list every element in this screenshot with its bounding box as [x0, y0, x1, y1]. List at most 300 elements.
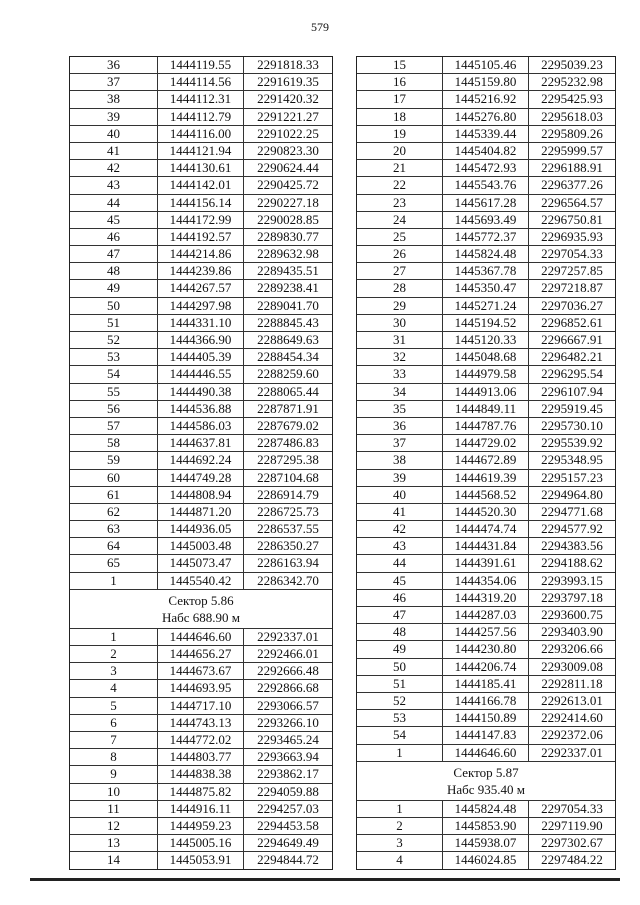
y-coordinate: 2294649.49	[257, 835, 319, 851]
point-number: 55	[70, 384, 158, 400]
y-coordinate: 2297054.33	[541, 800, 603, 816]
x-coordinate: 1444749.28	[158, 470, 244, 486]
table-row	[357, 745, 615, 762]
point-number: 41	[70, 143, 158, 159]
y-coordinate: 2292811.18	[541, 675, 603, 691]
x-coordinate: 1444172.99	[158, 212, 244, 228]
x-coordinate: 1445216.92	[443, 91, 529, 107]
table-row	[70, 366, 332, 383]
x-coordinate: 1444267.57	[158, 280, 244, 296]
y-coordinate: 2286914.79	[257, 486, 319, 502]
y-coordinate: 2292414.60	[541, 710, 603, 726]
x-coordinate: 1445404.82	[443, 143, 529, 159]
x-coordinate: 1444875.82	[158, 784, 244, 800]
point-number: 1	[357, 745, 443, 761]
y-coordinate: 2296188.91	[541, 160, 603, 176]
table-row	[70, 680, 332, 697]
table-row	[70, 126, 332, 143]
y-coordinate: 2295809.26	[541, 125, 603, 141]
y-coordinate: 2292666.48	[257, 663, 319, 679]
x-coordinate: 1444121.94	[158, 143, 244, 159]
y-coordinate: 2287871.91	[257, 400, 319, 416]
point-number: 26	[357, 246, 443, 262]
x-coordinate: 1445472.93	[443, 160, 529, 176]
x-coordinate: 1445005.16	[158, 835, 244, 851]
x-coordinate: 1444446.55	[158, 366, 244, 382]
point-number: 30	[357, 315, 443, 331]
point-number: 48	[70, 263, 158, 279]
y-coordinate: 2286537.55	[257, 521, 319, 537]
y-coordinate: 2291619.35	[257, 74, 319, 90]
right-coordinate-table	[356, 56, 616, 870]
point-number: 33	[357, 366, 443, 382]
y-coordinate: 2295232.98	[541, 74, 603, 90]
y-coordinate: 2295999.57	[541, 142, 603, 158]
point-number: 6	[70, 715, 158, 731]
y-coordinate: 2286725.73	[257, 503, 319, 519]
y-coordinate: 2297484.22	[541, 852, 603, 868]
y-coordinate: 2292866.68	[257, 680, 319, 696]
x-coordinate: 1444787.76	[443, 418, 529, 434]
y-coordinate: 2293663.94	[257, 749, 319, 765]
table-row	[70, 263, 332, 280]
x-coordinate: 1445271.24	[443, 298, 529, 314]
point-number: 40	[70, 126, 158, 142]
table-row	[70, 229, 332, 246]
table-row	[357, 366, 615, 383]
y-coordinate: 2292613.01	[541, 692, 603, 708]
x-coordinate: 1445350.47	[443, 280, 529, 296]
point-number: 38	[357, 452, 443, 468]
table-row	[357, 177, 615, 194]
table-row	[70, 784, 332, 801]
y-coordinate: 2288259.60	[257, 366, 319, 382]
table-row	[70, 349, 332, 366]
x-coordinate: 1444116.00	[158, 126, 244, 142]
point-number: 31	[357, 332, 443, 348]
table-row	[357, 435, 615, 452]
x-coordinate: 1444646.60	[443, 745, 529, 761]
x-coordinate: 1444729.02	[443, 435, 529, 451]
point-number: 7	[70, 732, 158, 748]
point-number: 37	[357, 435, 443, 451]
x-coordinate: 1445693.49	[443, 212, 529, 228]
x-coordinate: 1444147.83	[443, 727, 529, 743]
table-row	[357, 418, 615, 435]
point-number: 5	[70, 698, 158, 714]
y-coordinate: 2295425.93	[541, 91, 603, 107]
x-coordinate: 1444871.20	[158, 504, 244, 520]
table-row	[357, 659, 615, 676]
point-number: 3	[357, 835, 443, 851]
table-row	[70, 663, 332, 680]
table-row	[357, 246, 615, 263]
x-coordinate: 1444287.03	[443, 607, 529, 623]
x-coordinate: 1444156.14	[158, 195, 244, 211]
x-coordinate: 1444119.55	[158, 57, 244, 73]
x-coordinate: 1444936.05	[158, 521, 244, 537]
point-number: 2	[357, 818, 443, 834]
point-number: 8	[70, 749, 158, 765]
point-number: 35	[357, 401, 443, 417]
y-coordinate: 2290425.72	[257, 177, 319, 193]
point-number: 43	[70, 177, 158, 193]
point-number: 51	[70, 315, 158, 331]
point-number: 38	[70, 91, 158, 107]
y-coordinate: 2288065.44	[257, 383, 319, 399]
point-number: 46	[357, 590, 443, 606]
x-coordinate: 1444230.80	[443, 641, 529, 657]
table-row	[70, 246, 332, 263]
x-coordinate: 1444717.10	[158, 698, 244, 714]
table-row	[357, 143, 615, 160]
y-coordinate: 2293465.24	[257, 731, 319, 747]
y-coordinate: 2289632.98	[257, 246, 319, 262]
y-coordinate: 2286350.27	[257, 538, 319, 554]
point-number: 19	[357, 126, 443, 142]
y-coordinate: 2294059.88	[257, 783, 319, 799]
table-row	[357, 573, 615, 590]
y-coordinate: 2287679.02	[257, 417, 319, 433]
table-row	[357, 818, 615, 835]
x-coordinate: 1444637.81	[158, 435, 244, 451]
x-coordinate: 1444672.89	[443, 452, 529, 468]
table-row	[357, 590, 615, 607]
x-coordinate: 1445824.48	[443, 246, 529, 262]
point-number: 18	[357, 109, 443, 125]
table-row	[357, 332, 615, 349]
x-coordinate: 1445772.37	[443, 229, 529, 245]
table-row	[357, 641, 615, 658]
point-number: 50	[357, 659, 443, 675]
table-row	[70, 555, 332, 572]
table-row	[357, 504, 615, 521]
table-row	[70, 280, 332, 297]
y-coordinate: 2293600.75	[541, 607, 603, 622]
x-coordinate: 1444520.30	[443, 504, 529, 520]
point-number: 47	[357, 607, 443, 623]
x-coordinate: 1444112.79	[158, 109, 244, 125]
table-row	[357, 801, 615, 818]
point-number: 15	[357, 57, 443, 73]
table-row	[70, 698, 332, 715]
table-row	[357, 384, 615, 401]
point-number: 44	[357, 555, 443, 571]
table-row	[70, 143, 332, 160]
point-number: 49	[70, 280, 158, 296]
x-coordinate: 1445617.28	[443, 195, 529, 211]
point-number: 17	[357, 91, 443, 107]
y-coordinate: 2289238.41	[257, 280, 319, 296]
point-number: 28	[357, 280, 443, 296]
point-number: 53	[70, 349, 158, 365]
point-number: 46	[70, 229, 158, 245]
table-row	[357, 298, 615, 315]
point-number: 2	[70, 646, 158, 662]
table-row	[357, 212, 615, 229]
x-coordinate: 1444916.11	[158, 801, 244, 817]
table-row	[70, 401, 332, 418]
x-coordinate: 1444913.06	[443, 384, 529, 400]
x-coordinate: 1444405.39	[158, 349, 244, 365]
y-coordinate: 2292337.01	[541, 744, 603, 760]
table-row	[357, 57, 615, 74]
table-row	[357, 727, 615, 744]
point-number: 40	[357, 487, 443, 503]
y-coordinate: 2297119.90	[541, 817, 603, 833]
x-coordinate: 1444646.60	[158, 629, 244, 645]
x-coordinate: 1446024.85	[443, 852, 529, 869]
table-row	[357, 74, 615, 91]
x-coordinate: 1444114.56	[158, 74, 244, 90]
table-row	[70, 749, 332, 766]
point-number: 45	[357, 573, 443, 589]
table-row	[70, 384, 332, 401]
table-row	[70, 91, 332, 108]
y-coordinate: 2295919.45	[541, 400, 603, 416]
x-coordinate: 1445543.76	[443, 177, 529, 193]
table-row	[357, 470, 615, 487]
table-row	[70, 74, 332, 91]
y-coordinate: 2297036.27	[541, 297, 603, 313]
y-coordinate: 2296564.57	[541, 194, 603, 210]
x-coordinate: 1444586.03	[158, 418, 244, 434]
x-coordinate: 1444185.41	[443, 676, 529, 692]
x-coordinate: 1444849.11	[443, 401, 529, 417]
table-row	[357, 487, 615, 504]
x-coordinate: 1444838.38	[158, 766, 244, 782]
x-coordinate: 1444239.86	[158, 263, 244, 279]
x-coordinate: 1445276.80	[443, 109, 529, 125]
point-number: 27	[357, 263, 443, 279]
x-coordinate: 1445048.68	[443, 349, 529, 365]
x-coordinate: 1444297.98	[158, 298, 244, 314]
x-coordinate: 1444692.24	[158, 452, 244, 468]
y-coordinate: 2296750.81	[541, 211, 603, 227]
table-row	[357, 349, 615, 366]
table-row	[357, 710, 615, 727]
x-coordinate: 1444568.52	[443, 487, 529, 503]
y-coordinate: 2290823.30	[257, 142, 319, 158]
y-coordinate: 2297218.87	[541, 280, 603, 296]
x-coordinate: 1445540.42	[158, 573, 244, 589]
point-number: 39	[357, 470, 443, 486]
point-number: 23	[357, 195, 443, 211]
table-row	[357, 401, 615, 418]
table-row	[70, 629, 332, 646]
y-coordinate: 2295157.23	[541, 469, 603, 485]
y-coordinate: 2295539.92	[541, 435, 603, 451]
point-number: 20	[357, 143, 443, 159]
y-coordinate: 2289041.70	[257, 297, 319, 313]
point-number: 32	[357, 349, 443, 365]
point-number: 10	[70, 784, 158, 800]
sector-subtitle: Набс 688.90 м	[161, 609, 241, 625]
point-number: 37	[70, 74, 158, 90]
y-coordinate: 2293266.10	[257, 714, 319, 730]
y-coordinate: 2294383.56	[541, 538, 603, 554]
y-coordinate: 2287295.38	[257, 452, 319, 468]
table-row	[70, 212, 332, 229]
y-coordinate: 2297054.33	[541, 246, 603, 262]
table-row	[357, 160, 615, 177]
table-row	[357, 91, 615, 108]
table-row	[70, 852, 332, 869]
point-number: 29	[357, 298, 443, 314]
table-row	[70, 435, 332, 452]
table-row	[357, 315, 615, 332]
point-number: 43	[357, 538, 443, 554]
point-number: 41	[357, 504, 443, 520]
point-number: 22	[357, 177, 443, 193]
x-coordinate: 1445003.48	[158, 538, 244, 554]
x-coordinate: 1444257.56	[443, 624, 529, 640]
table-row	[70, 818, 332, 835]
point-number: 48	[357, 624, 443, 640]
point-number: 9	[70, 766, 158, 782]
table-row	[70, 766, 332, 783]
point-number: 58	[70, 435, 158, 451]
table-row	[70, 418, 332, 435]
x-coordinate: 1444772.02	[158, 732, 244, 748]
table-row	[357, 607, 615, 624]
x-coordinate: 1444803.77	[158, 749, 244, 765]
table-row	[357, 538, 615, 555]
x-coordinate: 1444391.61	[443, 555, 529, 571]
sector-header	[70, 590, 332, 629]
y-coordinate: 2294453.58	[257, 817, 319, 833]
table-row	[70, 801, 332, 818]
y-coordinate: 2288649.63	[257, 332, 319, 347]
x-coordinate: 1445194.52	[443, 315, 529, 331]
y-coordinate: 2294771.68	[541, 503, 603, 519]
y-coordinate: 2296935.93	[541, 228, 603, 244]
table-row	[70, 487, 332, 504]
table-row	[357, 555, 615, 572]
x-coordinate: 1444743.13	[158, 715, 244, 731]
x-coordinate: 1444206.74	[443, 659, 529, 675]
point-number: 39	[70, 109, 158, 125]
table-row	[357, 229, 615, 246]
y-coordinate: 2291818.33	[257, 57, 319, 72]
x-coordinate: 1444619.39	[443, 470, 529, 486]
table-row	[70, 646, 332, 663]
table-row	[357, 452, 615, 469]
x-coordinate: 1445824.48	[443, 801, 529, 817]
x-coordinate: 1445938.07	[443, 835, 529, 851]
bottom-rule	[30, 878, 620, 881]
y-coordinate: 2297257.85	[541, 263, 603, 279]
table-row	[357, 676, 615, 693]
y-coordinate: 2296482.21	[541, 349, 603, 365]
sector-header	[357, 762, 615, 801]
table-row	[70, 521, 332, 538]
point-number: 52	[70, 332, 158, 348]
x-coordinate: 1445073.47	[158, 555, 244, 571]
table-row	[357, 126, 615, 143]
point-number: 42	[357, 521, 443, 537]
table-row	[70, 504, 332, 521]
y-coordinate: 2296377.26	[541, 177, 603, 193]
x-coordinate: 1444214.86	[158, 246, 244, 262]
y-coordinate: 2293993.15	[541, 572, 603, 588]
y-coordinate: 2295730.10	[541, 417, 603, 433]
x-coordinate: 1444656.27	[158, 646, 244, 662]
y-coordinate: 2293009.08	[541, 658, 603, 674]
y-coordinate: 2297302.67	[541, 835, 603, 851]
table-row	[357, 109, 615, 126]
point-number: 60	[70, 470, 158, 486]
x-coordinate: 1444431.84	[443, 538, 529, 554]
y-coordinate: 2286342.70	[257, 572, 319, 588]
y-coordinate: 2296107.94	[541, 383, 603, 399]
y-coordinate: 2292337.01	[257, 628, 319, 644]
table-row	[70, 195, 332, 212]
table-row	[70, 538, 332, 555]
table-row	[357, 263, 615, 280]
table-row	[357, 280, 615, 297]
y-coordinate: 2292372.06	[541, 727, 603, 743]
x-coordinate: 1444319.20	[443, 590, 529, 606]
y-coordinate: 2290624.44	[257, 160, 319, 176]
y-coordinate: 2296667.91	[541, 332, 603, 347]
y-coordinate: 2290028.85	[257, 211, 319, 227]
y-coordinate: 2289435.51	[257, 263, 319, 279]
y-coordinate: 2294964.80	[541, 486, 603, 502]
table-row	[357, 835, 615, 852]
x-coordinate: 1444536.88	[158, 401, 244, 417]
y-coordinate: 2293066.57	[257, 697, 319, 713]
sector-title: Сектор 5.87	[453, 764, 519, 780]
point-number: 49	[357, 641, 443, 657]
y-coordinate: 2287486.83	[257, 435, 319, 451]
table-row	[70, 835, 332, 852]
table-row	[357, 852, 615, 869]
y-coordinate: 2294257.03	[257, 800, 319, 816]
x-coordinate: 1444354.06	[443, 573, 529, 589]
y-coordinate: 2293206.66	[541, 641, 603, 657]
x-coordinate: 1444474.74	[443, 521, 529, 537]
point-number: 42	[70, 160, 158, 176]
x-coordinate: 1444366.90	[158, 332, 244, 348]
point-number: 64	[70, 538, 158, 554]
sector-title: Сектор 5.86	[168, 592, 234, 608]
y-coordinate: 2291022.25	[257, 125, 319, 141]
x-coordinate: 1445053.91	[158, 852, 244, 869]
x-coordinate: 1444673.67	[158, 663, 244, 679]
point-number: 57	[70, 418, 158, 434]
point-number: 16	[357, 74, 443, 90]
x-coordinate: 1444142.01	[158, 177, 244, 193]
y-coordinate: 2294577.92	[541, 521, 603, 537]
table-row	[70, 160, 332, 177]
point-number: 53	[357, 710, 443, 726]
x-coordinate: 1444490.38	[158, 384, 244, 400]
point-number: 4	[70, 680, 158, 696]
table-row	[70, 315, 332, 332]
point-number: 56	[70, 401, 158, 417]
y-coordinate: 2294188.62	[541, 555, 603, 571]
page-number: 579	[311, 20, 329, 34]
y-coordinate: 2294844.72	[257, 852, 319, 868]
point-number: 21	[357, 160, 443, 176]
x-coordinate: 1444112.31	[158, 91, 244, 107]
table-row	[70, 177, 332, 194]
y-coordinate: 2295618.03	[541, 108, 603, 124]
point-number: 51	[357, 676, 443, 692]
table-row	[70, 715, 332, 732]
point-number: 34	[357, 384, 443, 400]
